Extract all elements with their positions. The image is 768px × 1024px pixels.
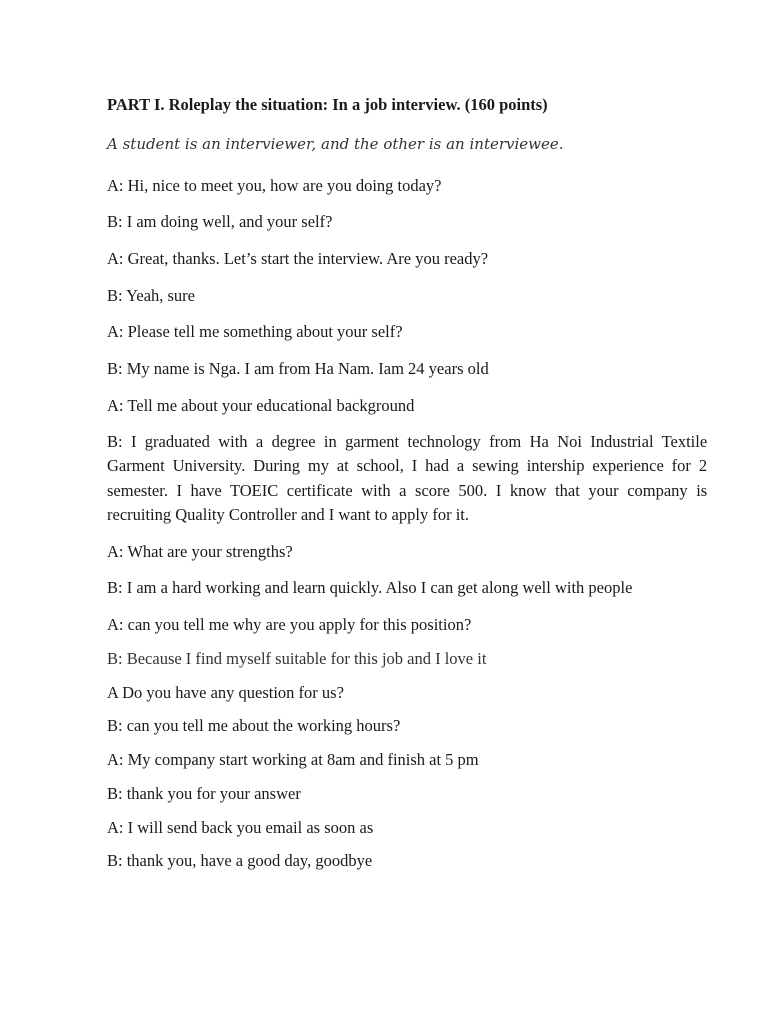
dialogue-line-2: B: I am doing well, and your self?	[107, 212, 333, 231]
dialogue-line-12: A Do you have any question for us?	[107, 683, 344, 702]
part-heading: PART I. Roleplay the situation: In a job interview. (160 points)	[107, 95, 548, 114]
paragraph-line-2: Garment University. During my at school, I had a sewing intership experience for 2	[107, 456, 708, 476]
dialogue-line-8: A: What are your strengths?	[107, 542, 293, 561]
education-answer-paragraph	[107, 430, 707, 527]
dialogue-line-9: B: I am a hard working and learn quickly. Also I can get along well with people	[107, 578, 633, 597]
dialogue-line-10: A: can you tell me why are you apply for this position?	[107, 615, 472, 634]
instruction-text: A student is an interviewer, and the other is an interviewee.	[107, 135, 564, 153]
dialogue-line-15: B: thank you for your answer	[107, 784, 301, 803]
dialogue-line-14: A: My company start working at 8am and finish at 5 pm	[107, 750, 479, 769]
dialogue-line-6: B: My name is Nga. I am from Ha Nam. Iam 24 years old	[107, 359, 489, 378]
dialogue-line-5: A: Please tell me something about your self?	[107, 322, 403, 341]
paragraph-line-1: B: I graduated with a degree in garment technology from Ha Noi Industrial Textile	[107, 432, 708, 451]
dialogue-line-4: B: Yeah, sure	[107, 286, 196, 305]
dialogue-line-13: B: can you tell me about the working hours?	[107, 716, 401, 735]
dialogue-line-3: A: Great, thanks. Let’s start the interview. Are you ready?	[107, 249, 489, 268]
dialogue-line-11: B: Because I find myself suitable for this job and I love it	[107, 649, 487, 668]
paragraph-line-3: semester. I have TOEIC certificate with a score 500. I know that your company is	[107, 480, 708, 500]
dialogue-line-7: A: Tell me about your educational background	[107, 396, 415, 415]
dialogue-line-16: A: I will send back you email as soon as	[107, 818, 374, 837]
paragraph-line-4: recruiting Quality Controller and I want to apply for it.	[107, 504, 469, 524]
dialogue-line-1: A: Hi, nice to meet you, how are you doing today?	[107, 176, 442, 195]
dialogue-line-17: B: thank you, have a good day, goodbye	[107, 851, 373, 870]
